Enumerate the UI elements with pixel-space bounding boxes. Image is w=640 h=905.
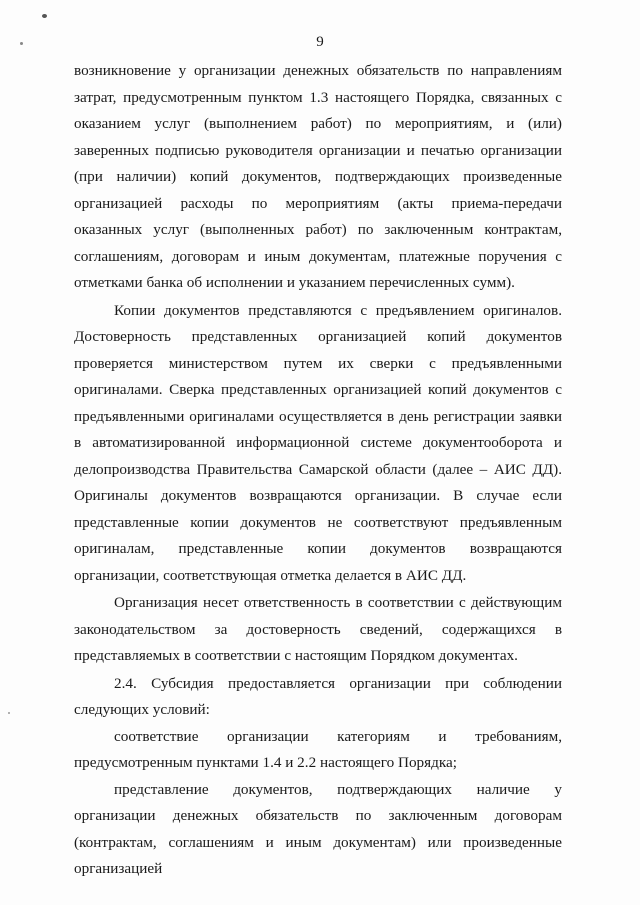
scan-speck: [42, 14, 47, 18]
paragraph-responsibility: Организация несет ответственность в соответствии с действующим законодательством за достоверность сведений, содержащихся в представляемых в соответствии с настоящим Порядком документах.: [74, 594, 562, 664]
paragraph-condition-compliance: соответствие организации категориям и требованиям, предусмотренным пунктами 1.4 и 2.2 настоящего Порядка;: [74, 727, 562, 771]
paragraph-continuation: возникновение у организации денежных обязательств по направлениям затрат, предусмотренным пунктом 1.3 настоящего Порядка, связанных с оказанием услуг (выполнением работ) по мероприятиям, и (или) заверенных подписью руководителя организации и печатью организации (при наличии) копий документов, подтверждающих произведенные организацией расходы по мероприятиям (акты приема-передачи оказанных услуг (выполненных работ) по заключенным контрактам, соглашениям, договорам и иным документам, платежные поручения с отметками банка об исполнении и указанием перечисленных сумм).: [74, 62, 562, 291]
document-body: [74, 58, 562, 883]
page-number: 9: [316, 34, 324, 50]
scan-speck: [8, 712, 10, 714]
paragraph-condition-documents: представление документов, подтверждающих наличие у организации денежных обязательств по заключенным договорам (контрактам, соглашениям и иным документам) или произведенные организацией: [74, 780, 562, 877]
paragraph-copies-verification: Копии документов представляются с предъявлением оригиналов. Достоверность представленных организацией копий документов проверяется министерством путем их сверки с предъявленными оригиналами. Сверка представленных организацией копий документов с предъявленными оригиналами осуществляется в день регистрации заявки в автоматизированной информационной системе документооборота и делопроизводства Правительства Самарской области (далее – АИС ДД). Оригиналы документов возвращаются организации. В случае если представленные копии документов не соответствуют предъявленным оригиналам, представленные копии документов возвращаются организации, соответствующая отметка делается в АИС ДД.: [74, 301, 562, 584]
paragraph-section-2-4: 2.4. Субсидия предоставляется организации при соблюдении следующих условий:: [74, 674, 562, 718]
